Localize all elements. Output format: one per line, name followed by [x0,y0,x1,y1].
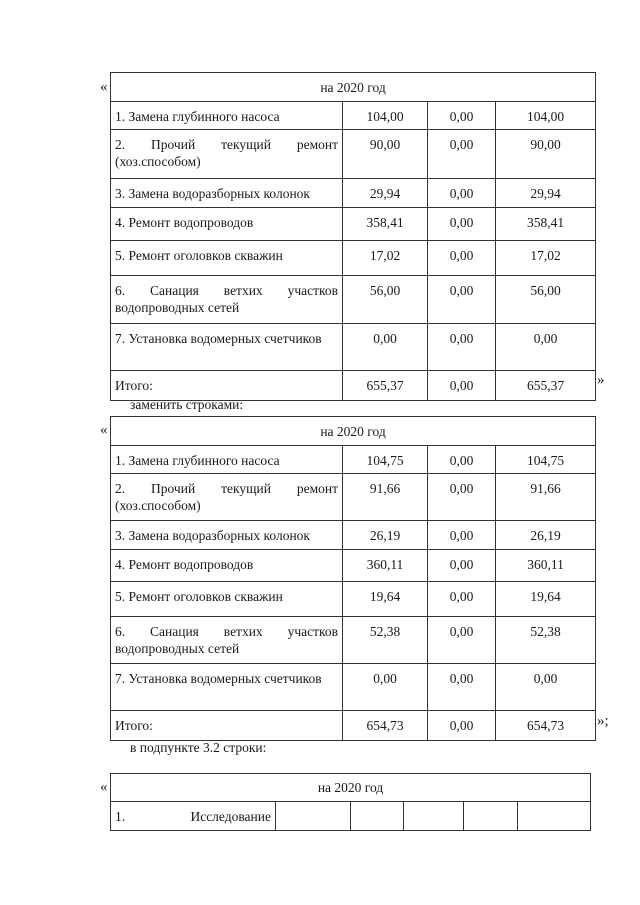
budget-table-new [110,416,596,741]
row-value-3: 19,64 [496,582,596,617]
row-label: 4. Ремонт водопроводов [111,208,343,241]
row-value-3: 360,11 [496,550,596,582]
row-value-1: 104,00 [343,102,428,130]
row-label: 5. Ремонт оголовков скважин [111,582,343,617]
row-label: 4. Ремонт водопроводов [111,550,343,582]
empty-cell [351,802,404,831]
open-quote-3: « [100,779,108,795]
row-value-1: 104,75 [343,446,428,474]
row-value-1: 56,00 [343,276,428,324]
row-value-2: 0,00 [428,446,496,474]
empty-cell [276,802,351,831]
row-value-2: 0,00 [428,371,496,401]
row-label: 6. Санация ветхих участков водопроводных сетей [111,276,343,324]
table-header-year: на 2020 год [111,417,596,446]
table-row [111,474,596,521]
empty-cell [518,802,591,831]
table-row [111,446,596,474]
row-value-2: 0,00 [428,521,496,550]
row-label: Итого: [111,371,343,401]
table-header-row [111,73,596,102]
row-value-2: 0,00 [428,550,496,582]
row-label: 3. Замена водоразборных колонок [111,521,343,550]
row-value-2: 0,00 [428,474,496,521]
row-value-2: 0,00 [428,617,496,664]
row-value-1: 91,66 [343,474,428,521]
row-value-2: 0,00 [428,102,496,130]
row-value-3: 91,66 [496,474,596,521]
table-header-year: на 2020 год [111,774,591,802]
row-value-1: 26,19 [343,521,428,550]
row-number: 1. [115,809,126,824]
row-value-3: 104,75 [496,446,596,474]
close-quote-1: » [597,372,605,388]
row-label: 7. Установка водомерных счетчиков [111,324,343,371]
row-label: 3. Замена водоразборных колонок [111,179,343,208]
row-value-1: 360,11 [343,550,428,582]
row-value-3: 358,41 [496,208,596,241]
row-value-2: 0,00 [428,241,496,276]
table-total-row [111,371,596,401]
table-total-row [111,711,596,741]
row-value-2: 0,00 [428,179,496,208]
table-row [111,521,596,550]
table-row [111,241,596,276]
row-value-3: 655,37 [496,371,596,401]
row-value-3: 26,19 [496,521,596,550]
row-value-3: 17,02 [496,241,596,276]
table-row [111,324,596,371]
row-value-1: 0,00 [343,664,428,711]
row-value-1: 90,00 [343,130,428,179]
table-row [111,179,596,208]
budget-table-old [110,72,596,401]
row-value-1: 19,64 [343,582,428,617]
open-quote-1: « [100,79,108,95]
row-value-1: 0,00 [343,324,428,371]
row-value-1: 654,73 [343,711,428,741]
row-value-3: 52,38 [496,617,596,664]
row-label: 7. Установка водомерных счетчиков [111,664,343,711]
table-header-row [111,417,596,446]
table-row [111,550,596,582]
row-label: 1. Замена глубинного насоса [111,446,343,474]
row-label: Итого: [111,711,343,741]
row-value-1: 52,38 [343,617,428,664]
row-value-2: 0,00 [428,711,496,741]
subpoint-instruction: в подпункте 3.2 строки: [130,740,267,755]
row-label: 6. Санация ветхих участков водопроводных сетей [111,617,343,664]
row-value-3: 29,94 [496,179,596,208]
close-quote-2: »; [597,713,609,729]
row-value-2: 0,00 [428,324,496,371]
row-label-text: Исследование [190,809,271,824]
table-header-year: на 2020 год [111,73,596,102]
row-value-2: 0,00 [428,130,496,179]
table-row [111,102,596,130]
row-label [111,802,276,831]
row-value-3: 56,00 [496,276,596,324]
row-value-1: 655,37 [343,371,428,401]
table-row [111,582,596,617]
row-value-3: 90,00 [496,130,596,179]
row-label: 2. Прочий текущий ремонт (хоз.способом) [111,130,343,179]
row-value-3: 654,73 [496,711,596,741]
table-row [111,802,591,831]
open-quote-2: « [100,422,108,438]
budget-table-subpoint [110,773,591,831]
table-row [111,208,596,241]
row-value-2: 0,00 [428,276,496,324]
row-value-3: 0,00 [496,664,596,711]
row-value-2: 0,00 [428,664,496,711]
row-value-2: 0,00 [428,582,496,617]
row-label: 1. Замена глубинного насоса [111,102,343,130]
row-value-2: 0,00 [428,208,496,241]
row-value-1: 17,02 [343,241,428,276]
table-header-row [111,774,591,802]
row-value-3: 0,00 [496,324,596,371]
empty-cell [404,802,464,831]
row-value-3: 104,00 [496,102,596,130]
empty-cell [464,802,518,831]
row-label: 2. Прочий текущий ремонт (хоз.способом) [111,474,343,521]
row-value-1: 358,41 [343,208,428,241]
table-row [111,130,596,179]
table-row [111,617,596,664]
replace-instruction: заменить строками: [130,397,244,412]
row-value-1: 29,94 [343,179,428,208]
table-row [111,664,596,711]
row-label: 5. Ремонт оголовков скважин [111,241,343,276]
table-row [111,276,596,324]
